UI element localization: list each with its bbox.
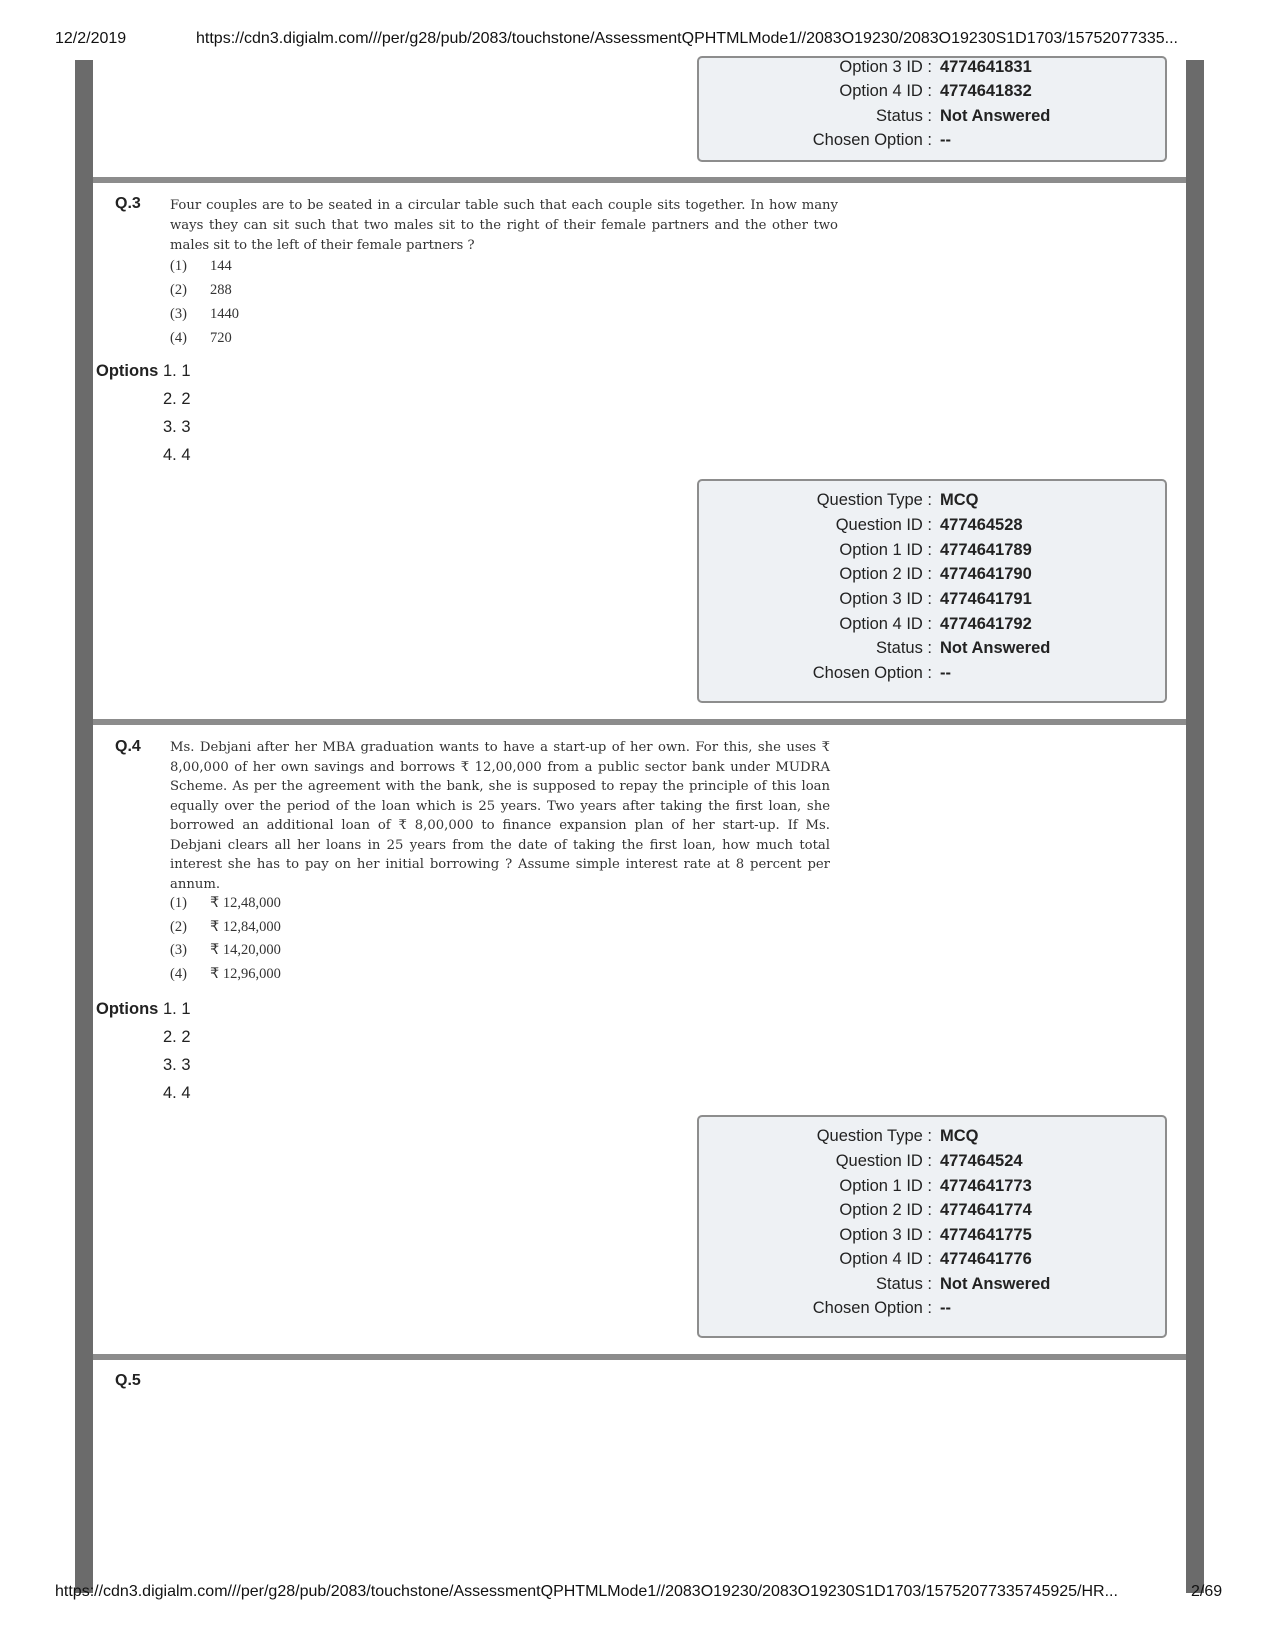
info-label: Question Type : (816, 491, 932, 509)
question-choice (170, 282, 232, 306)
info-row (699, 1127, 1165, 1153)
info-row (699, 1201, 1165, 1227)
info-row (699, 565, 1165, 591)
info-label: Option 3 ID : (839, 590, 932, 608)
option-item[interactable]: 2. 2 (163, 390, 191, 408)
section-divider (93, 1354, 1186, 1360)
info-label: Chosen Option : (812, 1299, 932, 1317)
info-value: 4774641774 (940, 1201, 1032, 1219)
print-url[interactable]: https://cdn3.digialm.com///per/g28/pub/2083/touchstone/AssessmentQPHTMLMode1//2083O19230/2083O19230S1D1703/15752077335... (196, 30, 1178, 47)
info-row (699, 491, 1165, 517)
choice-number: (3) (170, 942, 187, 958)
info-value: MCQ (940, 491, 979, 509)
question-number: Q.3 (115, 195, 141, 212)
info-label: Option 3 ID : (839, 1226, 932, 1244)
info-label: Option 4 ID : (839, 82, 932, 100)
info-row (699, 615, 1165, 641)
question-body: Ms. Debjani after her MBA graduation wants to have a start-up of her own. For this, she uses ₹ 8,00,000 of her own savings and borrows ₹ 12,00,000 from a public sector bank under MUDRA Scheme. As per the agreement with the bank, she is supposed to repay the principle of this loan equally over the period of the loan which is 25 years. Two years after taking the first loan, she borrowed an additional loan of ₹ 8,00,000 to finance expansion plan of her start-up. If Ms. Debjani clears all her loans in 25 years from the date of taking the first loan, how much total interest she has to pay on her initial borrowing ? Assume simple interest rate at 8 percent per annum. (170, 740, 830, 892)
info-value: -- (940, 131, 951, 149)
info-label: Status : (876, 107, 932, 125)
choice-number: (1) (170, 258, 187, 274)
choice-number: (1) (170, 895, 187, 911)
frame-right-border (1186, 60, 1204, 1593)
info-value: 477464524 (940, 1152, 1023, 1170)
option-item[interactable]: 1. 1 (163, 1000, 191, 1018)
info-label: Question ID : (835, 1152, 932, 1170)
question-choice (170, 330, 232, 354)
question-paper (93, 60, 1186, 1593)
option-item[interactable]: 1. 1 (163, 362, 191, 380)
info-row (699, 1299, 1165, 1325)
info-value: 4774641789 (940, 541, 1032, 559)
option-item[interactable]: 4. 4 (163, 1084, 191, 1102)
choice-value: ₹ 14,20,000 (210, 942, 281, 958)
option-item[interactable]: 4. 4 (163, 446, 191, 464)
choice-value: ₹ 12,48,000 (210, 895, 281, 911)
info-value: 4774641776 (940, 1250, 1032, 1268)
info-label: Option 2 ID : (839, 565, 932, 583)
info-row (699, 1250, 1165, 1276)
question-choice (170, 306, 239, 330)
info-row (699, 1152, 1165, 1178)
choice-number: (2) (170, 919, 187, 935)
info-row (699, 639, 1165, 665)
info-row (699, 541, 1165, 567)
page-number: 2/69 (1191, 1583, 1223, 1600)
info-value: 4774641832 (940, 82, 1032, 100)
choice-value: 288 (210, 282, 232, 298)
info-row (699, 82, 1165, 108)
question-choice (170, 966, 281, 990)
q4-info-box (697, 1115, 1167, 1338)
question-text (170, 196, 838, 256)
question-choice (170, 942, 281, 966)
choice-value: ₹ 12,96,000 (210, 966, 281, 982)
info-row (699, 131, 1165, 157)
option-item[interactable]: 3. 3 (163, 418, 191, 436)
info-row (699, 107, 1165, 133)
info-label: Option 4 ID : (839, 615, 932, 633)
info-label: Chosen Option : (812, 664, 932, 682)
choice-value: 1440 (210, 306, 239, 322)
options-label: Options (96, 362, 159, 380)
info-label: Option 3 ID : (839, 58, 932, 76)
info-label: Status : (876, 639, 932, 657)
info-value: 4774641790 (940, 565, 1032, 583)
question-body: Four couples are to be seated in a circular table such that each couple sits together. In how many ways they can sit such that two males sit to the right of their female partners and the other two males sit to the left of their female partners ? (170, 198, 838, 253)
option-item[interactable]: 2. 2 (163, 1028, 191, 1046)
print-date: 12/2/2019 (55, 30, 127, 47)
question-number: Q.5 (115, 1372, 141, 1389)
q3-info-box (697, 479, 1167, 703)
info-label: Option 1 ID : (839, 1177, 932, 1195)
info-label: Option 4 ID : (839, 1250, 932, 1268)
print-footer (0, 1583, 1277, 1605)
info-value: MCQ (940, 1127, 979, 1145)
q2-info-box (697, 56, 1167, 162)
info-label: Chosen Option : (812, 131, 932, 149)
choice-number: (3) (170, 306, 187, 322)
info-value: -- (940, 664, 951, 682)
choice-value: 144 (210, 258, 232, 274)
info-value: Not Answered (940, 1275, 1051, 1293)
choice-number: (4) (170, 966, 187, 982)
info-value: Not Answered (940, 639, 1051, 657)
question-text (170, 738, 830, 894)
info-label: Status : (876, 1275, 932, 1293)
question-number: Q.4 (115, 738, 141, 755)
section-divider (93, 719, 1186, 725)
section-divider (93, 177, 1186, 183)
info-row (699, 1226, 1165, 1252)
info-label: Option 1 ID : (839, 541, 932, 559)
options-label: Options (96, 1000, 159, 1018)
info-label: Question ID : (835, 516, 932, 534)
footer-url[interactable]: https://cdn3.digialm.com///per/g28/pub/2083/touchstone/AssessmentQPHTMLMode1//2083O19230/2083O19230S1D1703/15752077335745925/HR... (55, 1583, 1118, 1600)
info-row (699, 664, 1165, 690)
question-choice (170, 919, 281, 943)
info-value: 4774641792 (940, 615, 1032, 633)
frame-left-border (75, 60, 93, 1593)
info-label: Option 2 ID : (839, 1201, 932, 1219)
info-value: 4774641773 (940, 1177, 1032, 1195)
info-value: 4774641791 (940, 590, 1032, 608)
info-row (699, 58, 1165, 84)
choice-number: (2) (170, 282, 187, 298)
info-row (699, 1177, 1165, 1203)
info-value: Not Answered (940, 107, 1051, 125)
choice-value: ₹ 12,84,000 (210, 919, 281, 935)
print-header (0, 30, 1277, 52)
option-item[interactable]: 3. 3 (163, 1056, 191, 1074)
question-choice (170, 258, 232, 282)
choice-value: 720 (210, 330, 232, 346)
info-row (699, 590, 1165, 616)
info-value: 477464528 (940, 516, 1023, 534)
info-value: 4774641831 (940, 58, 1032, 76)
info-row (699, 1275, 1165, 1301)
info-row (699, 516, 1165, 542)
choice-number: (4) (170, 330, 187, 346)
info-label: Question Type : (816, 1127, 932, 1145)
info-value: -- (940, 1299, 951, 1317)
info-value: 4774641775 (940, 1226, 1032, 1244)
question-choice (170, 895, 281, 919)
